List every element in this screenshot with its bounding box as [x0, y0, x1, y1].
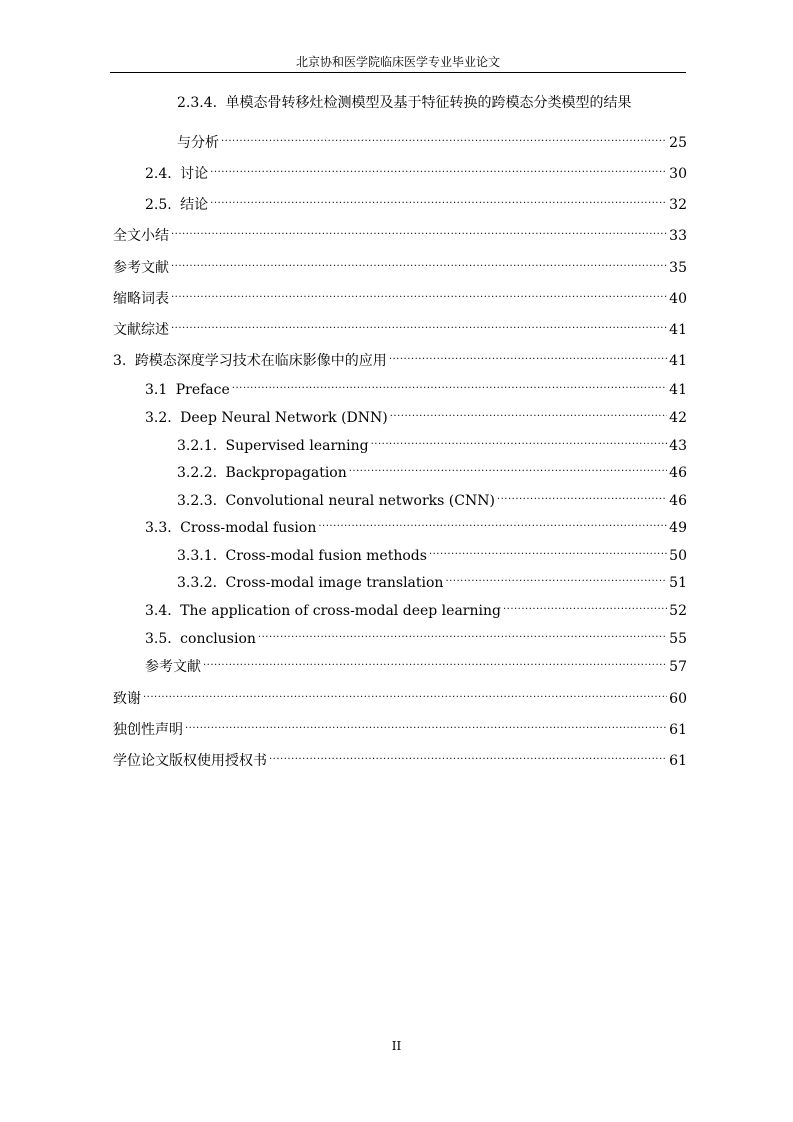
toc-entry-2-5[interactable]	[145, 189, 687, 213]
toc-page-number: 52	[669, 603, 687, 619]
toc-entry-number: 3.5.	[145, 631, 172, 647]
toc-entry-3-2-1[interactable]	[177, 430, 687, 454]
toc-entry-number: 3.4.	[145, 603, 172, 619]
toc-entry-abbreviations[interactable]	[113, 283, 687, 307]
toc-page-number: 33	[669, 228, 687, 244]
toc-page-number: 30	[669, 166, 687, 182]
toc-entry-title: 独创性声明	[113, 722, 183, 738]
toc-entry-title: 学位论文版权使用授权书	[113, 753, 267, 769]
toc-entry-3-3-2[interactable]	[177, 567, 687, 591]
toc-page-number: 55	[669, 631, 687, 647]
toc-entry-number: 3.1	[145, 382, 168, 398]
toc-page-number: 60	[669, 691, 687, 707]
toc-entry-number: 2.3.4.	[177, 95, 218, 111]
toc-entry-3-4[interactable]	[145, 595, 687, 619]
toc-entry-title: conclusion	[180, 631, 256, 647]
toc-entry-3-1[interactable]	[145, 374, 687, 398]
toc-dot-leader	[389, 345, 667, 365]
toc-dot-leader	[258, 623, 667, 643]
toc-entry-title: Cross-modal fusion	[180, 520, 317, 536]
toc-dot-leader	[232, 374, 667, 394]
toc-dot-leader	[171, 252, 667, 272]
toc-page-number: 46	[669, 465, 687, 481]
toc-entry-title: 文献综述	[113, 322, 169, 338]
toc-entry-number: 3.2.3.	[177, 493, 218, 509]
toc-entry-number: 3.3.2.	[177, 575, 218, 591]
toc-entry-number: 3.2.2.	[177, 465, 218, 481]
toc-entry-title: Cross-modal fusion methods	[225, 548, 427, 564]
toc-entry-3-5[interactable]	[145, 623, 687, 647]
toc-entry-3-3[interactable]	[145, 512, 687, 536]
toc-dot-leader	[185, 714, 667, 734]
toc-page-number: 32	[669, 197, 687, 213]
toc-dot-leader	[503, 595, 667, 615]
toc-page-number: 61	[669, 753, 687, 769]
toc-entry-title: Convolutional neural networks (CNN)	[225, 493, 495, 509]
toc-dot-leader	[210, 158, 667, 178]
toc-entry-3-3-1[interactable]	[177, 540, 687, 564]
toc-entry-title: 致谢	[113, 691, 141, 707]
toc-entry-summary[interactable]	[113, 220, 687, 244]
toc-page-number: 49	[669, 520, 687, 536]
toc-entry-number: 2.4.	[145, 166, 172, 182]
toc-page-number: 42	[669, 410, 687, 426]
toc-entry-3[interactable]	[113, 345, 687, 369]
toc-entry-2-3-4-line2[interactable]	[177, 127, 687, 151]
toc-entry-title: Cross-modal image translation	[225, 575, 444, 591]
toc-entry-number: 3.3.	[145, 520, 172, 536]
toc-page-number: 61	[669, 722, 687, 738]
toc-entry-title: 缩略词表	[113, 291, 169, 307]
toc-page-number: 50	[669, 548, 687, 564]
toc-entry-title: 参考文献	[145, 659, 201, 675]
running-header: 北京协和医学院临床医学专业毕业论文	[295, 55, 500, 69]
toc-entry-review-references[interactable]	[145, 651, 687, 675]
toc-entry-title: Preface	[175, 382, 230, 398]
toc-dot-leader	[221, 127, 667, 147]
toc-entry-title-continuation: 与分析	[177, 135, 219, 151]
toc-entry-title: 跨模态深度学习技术在临床影像中的应用	[134, 353, 387, 369]
toc-entry-2-3-4-line1	[177, 93, 687, 113]
toc-entry-3-2-3[interactable]	[177, 485, 687, 509]
toc-dot-leader	[371, 430, 668, 450]
toc-dot-leader	[429, 540, 667, 560]
toc-entry-2-4[interactable]	[145, 158, 687, 182]
toc-dot-leader	[269, 745, 667, 765]
toc-dot-leader	[143, 683, 667, 703]
toc-page-number: 40	[669, 291, 687, 307]
toc-entry-literature-review[interactable]	[113, 314, 687, 338]
toc-dot-leader	[445, 567, 667, 587]
toc-dot-leader	[171, 314, 667, 334]
toc-entry-number: 3.	[113, 353, 127, 369]
toc-page-number: 57	[669, 659, 687, 675]
toc-page-number: 41	[669, 322, 687, 338]
toc-entry-3-2-2[interactable]	[177, 457, 687, 481]
toc-page-number: 41	[669, 353, 687, 369]
toc-entry-copyright-authorization[interactable]	[113, 745, 687, 769]
toc-dot-leader	[203, 651, 667, 671]
toc-entry-title: Supervised learning	[225, 438, 369, 454]
page-number: II	[391, 1039, 402, 1053]
toc-entry-number: 3.3.1.	[177, 548, 218, 564]
toc-entry-references[interactable]	[113, 252, 687, 276]
toc-entry-title: Backpropagation	[225, 465, 347, 481]
toc-page-number: 25	[669, 135, 687, 151]
toc-page-number: 43	[669, 438, 687, 454]
toc-page-number: 35	[669, 260, 687, 276]
toc-dot-leader	[497, 485, 667, 505]
toc-entry-title: 单模态骨转移灶检测模型及基于特征转换的跨模态分类模型的结果	[225, 95, 632, 111]
toc-dot-leader	[171, 283, 667, 303]
toc-entry-title: 全文小结	[113, 228, 169, 244]
toc-page-number: 46	[669, 493, 687, 509]
toc-entry-originality-statement[interactable]	[113, 714, 687, 738]
toc-entry-acknowledgements[interactable]	[113, 683, 687, 707]
toc-page-number: 51	[669, 575, 687, 591]
toc-dot-leader	[210, 189, 667, 209]
toc-entry-title: 结论	[180, 197, 209, 213]
toc-entry-title: 参考文献	[113, 260, 169, 276]
toc-dot-leader	[318, 512, 667, 532]
toc-entry-title: Deep Neural Network (DNN)	[180, 410, 388, 426]
toc-dot-leader	[171, 220, 667, 240]
toc-dot-leader	[349, 457, 667, 477]
toc-dot-leader	[390, 402, 667, 422]
toc-entry-number: 2.5.	[145, 197, 172, 213]
toc-entry-number: 3.2.1.	[177, 438, 218, 454]
toc-entry-title: 讨论	[180, 166, 209, 182]
toc-entry-title: The application of cross-modal deep learning	[180, 603, 501, 619]
toc-entry-3-2[interactable]	[145, 402, 687, 426]
toc-entry-number: 3.2.	[145, 410, 172, 426]
toc-page-number: 41	[669, 382, 687, 398]
